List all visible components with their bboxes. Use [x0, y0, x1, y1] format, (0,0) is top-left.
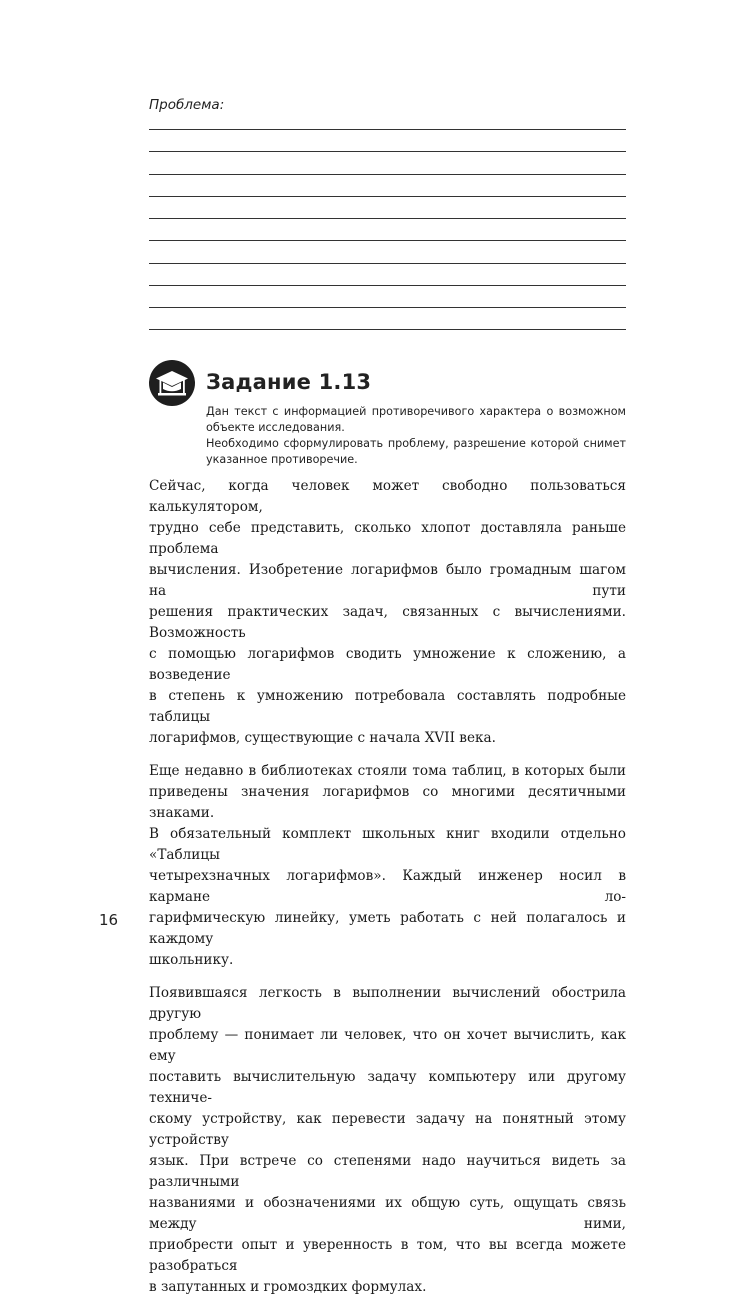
text-line: школьнику. [149, 952, 234, 968]
answer-line[interactable] [149, 240, 626, 241]
text-line: Еще недавно в библиотеках стояли тома таблиц, в которых были [149, 763, 626, 779]
text-line: скому устройству, как перевести задачу на понятный этому устройству [149, 1111, 626, 1148]
text-line: проблему — понимает ли человек, что он хочет вычислить, как ему [149, 1027, 626, 1064]
text-line: приведены значения логарифмов со многими десятичными знаками. [149, 784, 626, 821]
text-line: поставить вычислительную задачу компьютеру или другому техниче- [149, 1069, 626, 1106]
text-line: решения практических задач, связанных с вычислениями. Возможность [149, 604, 626, 641]
body-text [149, 476, 626, 1310]
answer-line[interactable] [149, 151, 626, 152]
answer-line[interactable] [149, 196, 626, 197]
graduation-cap-icon [149, 360, 195, 406]
answer-line[interactable] [149, 129, 626, 130]
text-line: гарифмическую линейку, уметь работать с ней полагалось и каждому [149, 910, 626, 947]
page-number: 16 [99, 911, 119, 929]
text-line: в запутанных и громоздких формулах. [149, 1279, 427, 1295]
answer-line[interactable] [149, 263, 626, 264]
task-description-line: Необходимо сформулировать проблему, разрешение которой снимет указанное противоречие. [206, 437, 626, 466]
answer-line[interactable] [149, 329, 626, 330]
text-line: Сейчас, когда человек может свободно пользоваться калькулятором, [149, 478, 626, 515]
text-line: язык. При встрече со степенями надо научиться видеть за различными [149, 1153, 626, 1190]
text-line: трудно себе представить, сколько хлопот доставляла раньше проблема [149, 520, 626, 557]
body-paragraph [149, 983, 626, 1298]
problem-label: Проблема: [149, 97, 225, 113]
task-description [206, 404, 626, 468]
text-line: с помощью логарифмов сводить умножение к сложению, а возведение [149, 646, 626, 683]
answer-line[interactable] [149, 285, 626, 286]
task-title: Задание 1.13 [206, 370, 372, 394]
answer-line[interactable] [149, 174, 626, 175]
text-line: четырехзначных логарифмов». Каждый инженер носил в кармане ло- [149, 868, 626, 905]
answer-line[interactable] [149, 218, 626, 219]
text-line: в степень к умножению потребовала составлять подробные таблицы [149, 688, 626, 725]
body-paragraph [149, 476, 626, 749]
text-line: вычисления. Изобретение логарифмов было громадным шагом на пути [149, 562, 626, 599]
body-paragraph [149, 761, 626, 971]
text-line: приобрести опыт и уверенность в том, что вы всегда можете разобраться [149, 1237, 626, 1274]
text-line: В обязательный комплект школьных книг входили отдельно «Таблицы [149, 826, 626, 863]
text-line: логарифмов, существующие с начала XVII века. [149, 730, 496, 746]
text-line: названиями и обозначениями их общую суть, ощущать связь между ними, [149, 1195, 626, 1232]
text-line: Появившаяся легкость в выполнении вычислений обострила другую [149, 985, 626, 1022]
task-description-line: Дан текст с информацией противоречивого характера о возможном объекте исследования. [206, 405, 626, 434]
answer-line[interactable] [149, 307, 626, 308]
